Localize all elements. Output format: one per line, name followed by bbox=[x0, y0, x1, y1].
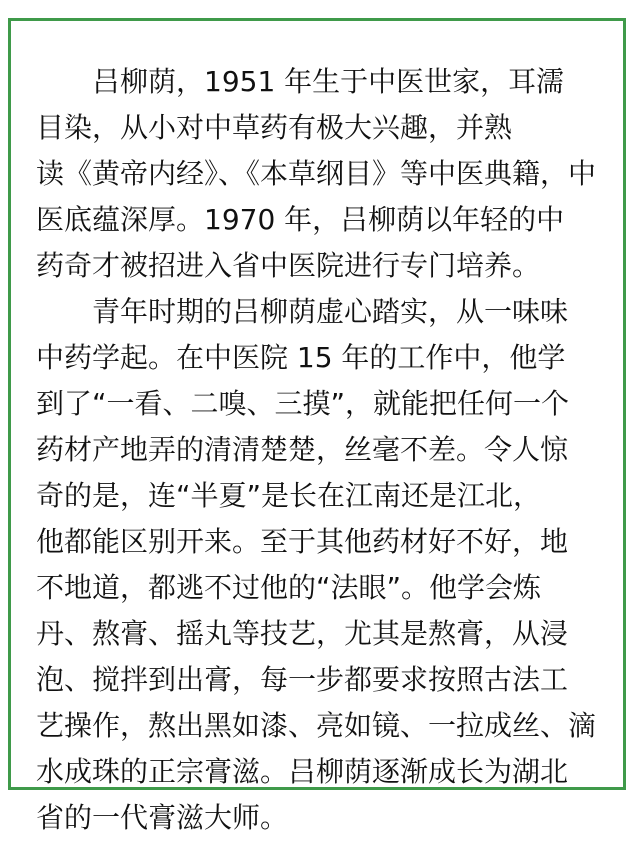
text-line: 药材产地弄的清清楚楚，丝毫不差。令人惊 bbox=[36, 433, 569, 466]
text-line: 目染，从小对中草药有极大兴趣，并熟 bbox=[36, 111, 513, 144]
text-line: 医底蕴深厚。1970 年，吕柳荫以年轻的中 bbox=[36, 203, 565, 236]
text-line: 丹、熬膏、摇丸等技艺，尤其是熬膏，从浸 bbox=[36, 617, 569, 650]
text-line: 省的一代膏滋大师。 bbox=[36, 801, 289, 834]
text-line: 吕柳荫，1951 年生于中医世家，耳濡 bbox=[36, 65, 565, 98]
text-line: 水成珠的正宗膏滋。吕柳荫逐渐成长为湖北 bbox=[36, 755, 569, 788]
paragraph-2 bbox=[36, 289, 614, 841]
text-line: 他都能区别开来。至于其他药材好不好，地 bbox=[36, 525, 569, 558]
text-line: 不地道，都逃不过他的“法眼”。他学会炼 bbox=[36, 571, 542, 604]
text-line: 读《黄帝内经》、《本草纲目》等中医典籍，中 bbox=[36, 157, 597, 190]
text-line: 奇的是，连“半夏”是长在江南还是江北， bbox=[36, 479, 542, 512]
text-line: 青年时期的吕柳荫虚心踏实，从一味味 bbox=[36, 295, 569, 328]
text-line: 药奇才被招进入省中医院进行专门培养。 bbox=[36, 249, 541, 282]
text-line: 艺操作，熬出黑如漆、亮如镜、一拉成丝、滴 bbox=[36, 709, 597, 742]
text-line: 到了“一看、二嗅、三摸”，就能把任何一个 bbox=[36, 387, 570, 420]
article-text bbox=[36, 59, 614, 841]
text-line: 泡、搅拌到出膏，每一步都要求按照古法工 bbox=[36, 663, 569, 696]
text-line: 中药学起。在中医院 15 年的工作中，他学 bbox=[36, 341, 566, 374]
content-frame bbox=[8, 18, 626, 834]
paragraph-1 bbox=[36, 59, 614, 289]
